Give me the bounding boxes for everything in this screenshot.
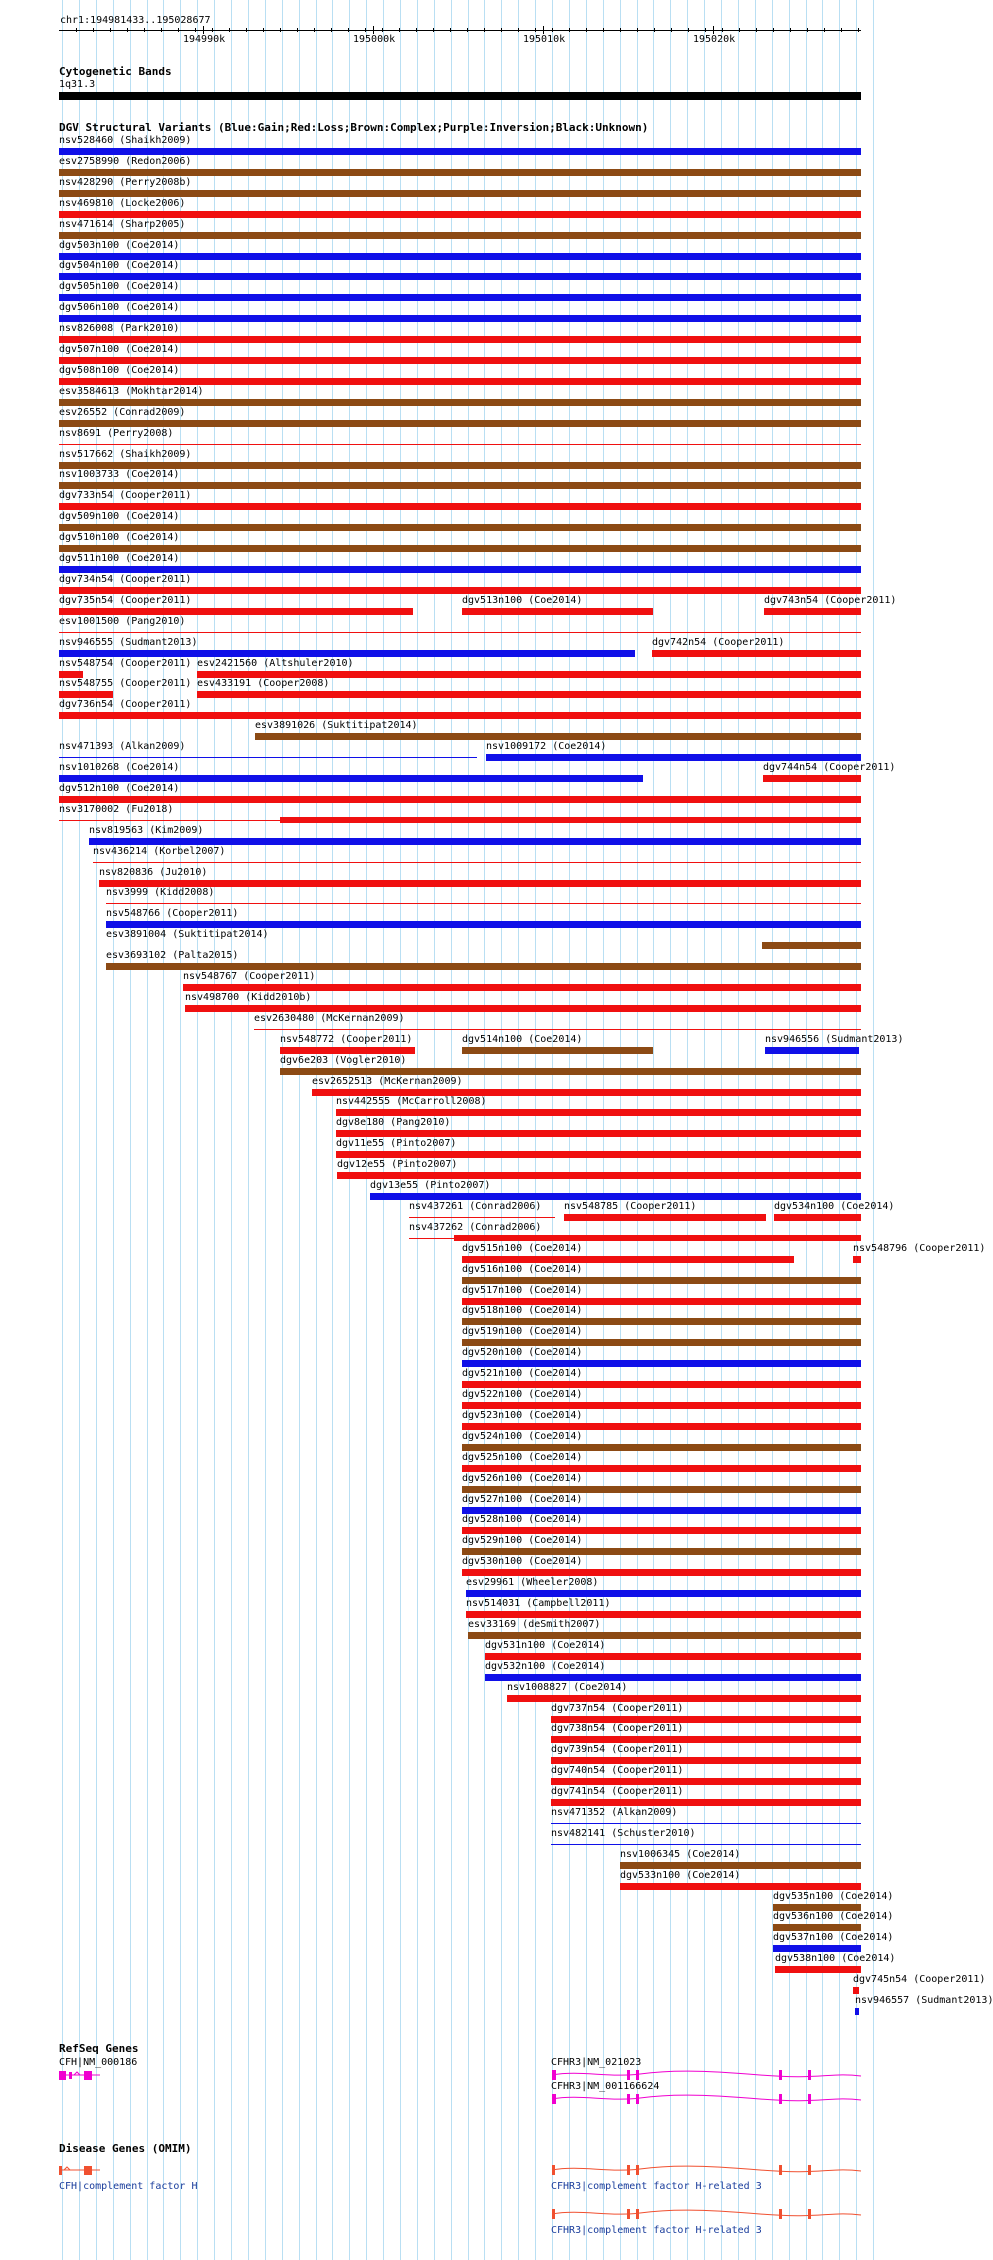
omim-gene-cfhr3-1[interactable] <box>552 2165 861 2175</box>
variant-label[interactable]: esv29961 (Wheeler2008) <box>466 1577 599 1588</box>
variant-label[interactable]: dgv516n100 (Coe2014) <box>462 1264 583 1275</box>
variant-label[interactable]: dgv524n100 (Coe2014) <box>462 1431 583 1442</box>
cyto-band-label: 1q31.3 <box>59 79 96 90</box>
variant-label[interactable]: dgv510n100 (Coe2014) <box>59 532 180 543</box>
variant-label[interactable]: nsv514031 (Campbell2011) <box>466 1598 611 1609</box>
omim-gene-label[interactable]: CFHR3|complement factor H-related 3 <box>551 2225 762 2236</box>
variant-label[interactable]: nsv1008827 (Coe2014) <box>507 1682 628 1693</box>
variant-label[interactable]: esv26552 (Conrad2009) <box>59 407 186 418</box>
variant-label[interactable]: nsv820836 (Ju2010) <box>99 867 208 878</box>
refseq-gene-label[interactable]: CFHR3|NM_021023 <box>551 2057 642 2068</box>
variant-label[interactable]: dgv526n100 (Coe2014) <box>462 1473 583 1484</box>
variant-label[interactable]: dgv508n100 (Coe2014) <box>59 365 180 376</box>
variant-label[interactable]: dgv512n100 (Coe2014) <box>59 783 180 794</box>
variant-label[interactable]: dgv520n100 (Coe2014) <box>462 1347 583 1358</box>
variant-label[interactable]: nsv548796 (Cooper2011) <box>853 1243 986 1254</box>
variant-label[interactable]: dgv514n100 (Coe2014) <box>462 1034 583 1045</box>
variant-label[interactable]: dgv745n54 (Cooper2011) <box>853 1974 986 1985</box>
variant-label[interactable]: dgv504n100 (Coe2014) <box>59 260 180 271</box>
refseq-title: RefSeq Genes <box>59 2042 139 2055</box>
variant-label[interactable]: dgv531n100 (Coe2014) <box>485 1640 606 1651</box>
variant-label[interactable]: nsv3999 (Kidd2008) <box>106 887 215 898</box>
variant-label[interactable]: nsv548766 (Cooper2011) <box>106 908 239 919</box>
variant-label[interactable]: nsv436214 (Korbel2007) <box>93 846 226 857</box>
ruler-tick-label: 195020k <box>693 34 736 45</box>
variant-label[interactable]: esv1001500 (Pang2010) <box>59 616 186 627</box>
variant-label[interactable]: nsv469810 (Locke2006) <box>59 198 186 209</box>
variant-label[interactable]: dgv736n54 (Cooper2011) <box>59 699 192 710</box>
omim-title: Disease Genes (OMIM) <box>59 2142 192 2155</box>
omim-gene-cfh[interactable] <box>59 2166 100 2175</box>
variant-label[interactable]: dgv511n100 (Coe2014) <box>59 553 180 564</box>
variant-label[interactable]: dgv743n54 (Cooper2011) <box>764 595 897 606</box>
cyto-title: Cytogenetic Bands <box>59 65 172 78</box>
variant-label[interactable]: dgv528n100 (Coe2014) <box>462 1514 583 1525</box>
variant-label[interactable]: dgv532n100 (Coe2014) <box>485 1661 606 1672</box>
variant-label[interactable]: dgv739n54 (Cooper2011) <box>551 1744 684 1755</box>
variant-label[interactable]: dgv527n100 (Coe2014) <box>462 1494 583 1505</box>
variant-label[interactable]: dgv522n100 (Coe2014) <box>462 1389 583 1400</box>
omim-gene-cfhr3-2[interactable] <box>552 2209 861 2219</box>
variant-label[interactable]: nsv1009172 (Coe2014) <box>486 741 607 752</box>
refseq-gene-label[interactable]: CFH|NM_000186 <box>59 2057 138 2068</box>
refseq-gene-cfhr3-1[interactable] <box>552 2070 861 2080</box>
variant-label[interactable]: nsv471393 (Alkan2009) <box>59 741 186 752</box>
variant-label[interactable]: dgv519n100 (Coe2014) <box>462 1326 583 1337</box>
variant-label[interactable]: dgv506n100 (Coe2014) <box>59 302 180 313</box>
variant-label[interactable]: nsv1003733 (Coe2014) <box>59 469 180 480</box>
ruler-tick-label: 195000k <box>353 34 396 45</box>
variant-label[interactable]: nsv437261 (Conrad2006) <box>409 1201 542 1212</box>
variant-label[interactable]: esv433191 (Cooper2008) <box>197 678 330 689</box>
variant-label[interactable]: nsv548755 (Cooper2011) <box>59 678 192 689</box>
refseq-gene-label[interactable]: CFHR3|NM_001166624 <box>551 2081 660 2092</box>
variant-label[interactable]: esv2758990 (Redon2006) <box>59 156 192 167</box>
variant-label[interactable]: esv2421560 (Altshuler2010) <box>197 658 354 669</box>
variant-label[interactable]: nsv1010268 (Coe2014) <box>59 762 180 773</box>
ruler-tick-label: 195010k <box>523 34 566 45</box>
variant-label[interactable]: dgv738n54 (Cooper2011) <box>551 1723 684 1734</box>
omim-gene-label[interactable]: CFH|complement factor H <box>59 2181 198 2192</box>
variant-label[interactable]: nsv437262 (Conrad2006) <box>409 1222 542 1233</box>
variant-label[interactable]: nsv946557 (Sudmant2013) <box>855 1995 993 2006</box>
variant-label[interactable]: dgv537n100 (Coe2014) <box>773 1932 894 1943</box>
variant-label[interactable]: esv2652513 (McKernan2009) <box>312 1076 463 1087</box>
variant-label[interactable]: dgv530n100 (Coe2014) <box>462 1556 583 1567</box>
variant-label[interactable]: esv3584613 (Mokhtar2014) <box>59 386 204 397</box>
ruler-range: chr1:194981433..195028677 <box>60 15 211 26</box>
refseq-gene-cfh[interactable] <box>59 2071 100 2080</box>
variant-label[interactable]: dgv529n100 (Coe2014) <box>462 1535 583 1546</box>
variant-label[interactable]: dgv734n54 (Cooper2011) <box>59 574 192 585</box>
variant-label[interactable]: dgv507n100 (Coe2014) <box>59 344 180 355</box>
variant-label[interactable]: nsv548772 (Cooper2011) <box>280 1034 413 1045</box>
variant-label[interactable]: nsv528460 (Shaikh2009) <box>59 135 192 146</box>
variant-label[interactable]: esv33169 (deSmith2007) <box>468 1619 601 1630</box>
variant-label[interactable]: dgv523n100 (Coe2014) <box>462 1410 583 1421</box>
variant-label[interactable]: nsv8691 (Perry2008) <box>59 428 174 439</box>
ruler-tick-label: 194990k <box>183 34 226 45</box>
variant-label[interactable]: dgv741n54 (Cooper2011) <box>551 1786 684 1797</box>
variant-label[interactable]: nsv946555 (Sudmant2013) <box>59 637 198 648</box>
variant-label[interactable]: nsv826008 (Park2010) <box>59 323 180 334</box>
variant-label[interactable]: esv3693102 (Palta2015) <box>106 950 239 961</box>
omim-gene-label[interactable]: CFHR3|complement factor H-related 3 <box>551 2181 762 2192</box>
variant-label[interactable]: dgv536n100 (Coe2014) <box>773 1911 894 1922</box>
variant-label[interactable]: dgv517n100 (Coe2014) <box>462 1285 583 1296</box>
variant-label[interactable]: dgv8e180 (Pang2010) <box>336 1117 451 1128</box>
variant-label[interactable]: nsv946556 (Sudmant2013) <box>765 1034 904 1045</box>
variant-label[interactable]: dgv503n100 (Coe2014) <box>59 240 180 251</box>
variant-label[interactable]: nsv548785 (Cooper2011) <box>564 1201 697 1212</box>
variant-label[interactable]: esv3891004 (Suktitipat2014) <box>106 929 269 940</box>
variant-label[interactable]: dgv740n54 (Cooper2011) <box>551 1765 684 1776</box>
variant-label[interactable]: nsv498700 (Kidd2010b) <box>185 992 312 1003</box>
variant-label[interactable]: dgv744n54 (Cooper2011) <box>763 762 896 773</box>
variant-label[interactable]: dgv742n54 (Cooper2011) <box>652 637 785 648</box>
variant-label[interactable]: dgv525n100 (Coe2014) <box>462 1452 583 1463</box>
variant-label[interactable]: nsv548754 (Cooper2011) <box>59 658 192 669</box>
variant-label[interactable]: esv3891026 (Suktitipat2014) <box>255 720 418 731</box>
variant-label[interactable]: dgv733n54 (Cooper2011) <box>59 490 192 501</box>
variant-label[interactable]: nsv3170002 (Fu2018) <box>59 804 174 815</box>
variant-label[interactable]: dgv518n100 (Coe2014) <box>462 1305 583 1316</box>
variant-label[interactable]: dgv737n54 (Cooper2011) <box>551 1703 684 1714</box>
variant-label[interactable]: dgv538n100 (Coe2014) <box>775 1953 896 1964</box>
variant-label[interactable]: nsv819563 (Kim2009) <box>89 825 204 836</box>
variant-label[interactable]: dgv515n100 (Coe2014) <box>462 1243 583 1254</box>
dgv-title: DGV Structural Variants (Blue:Gain;Red:Loss;Brown:Complex;Purple:Inversion;Black:Unknown) <box>59 121 649 134</box>
variant-label[interactable]: dgv11e55 (Pinto2007) <box>336 1138 457 1149</box>
variant-label[interactable]: dgv535n100 (Coe2014) <box>773 1891 894 1902</box>
variant-label[interactable]: esv2630480 (McKernan2009) <box>254 1013 405 1024</box>
variant-label[interactable]: dgv534n100 (Coe2014) <box>774 1201 895 1212</box>
variant-label[interactable]: dgv521n100 (Coe2014) <box>462 1368 583 1379</box>
variant-label[interactable]: nsv471352 (Alkan2009) <box>551 1807 678 1818</box>
variant-label[interactable]: nsv471614 (Sharp2005) <box>59 219 186 230</box>
variant-label[interactable]: nsv482141 (Schuster2010) <box>551 1828 696 1839</box>
variant-label[interactable]: dgv735n54 (Cooper2011) <box>59 595 192 606</box>
variant-label[interactable]: dgv505n100 (Coe2014) <box>59 281 180 292</box>
variant-label[interactable]: dgv533n100 (Coe2014) <box>620 1870 741 1881</box>
variant-label[interactable]: nsv442555 (McCarroll2008) <box>336 1096 487 1107</box>
variant-label[interactable]: nsv548767 (Cooper2011) <box>183 971 316 982</box>
variant-label[interactable]: dgv6e203 (Vogler2010) <box>280 1055 407 1066</box>
variant-label[interactable]: nsv428290 (Perry2008b) <box>59 177 192 188</box>
variant-label[interactable]: nsv517662 (Shaikh2009) <box>59 449 192 460</box>
refseq-gene-cfhr3-2[interactable] <box>552 2094 861 2104</box>
variant-label[interactable]: dgv509n100 (Coe2014) <box>59 511 180 522</box>
variant-label[interactable]: dgv513n100 (Coe2014) <box>462 595 583 606</box>
variant-label[interactable]: nsv1006345 (Coe2014) <box>620 1849 741 1860</box>
variant-label[interactable]: dgv13e55 (Pinto2007) <box>370 1180 491 1191</box>
variant-label[interactable]: dgv12e55 (Pinto2007) <box>337 1159 458 1170</box>
